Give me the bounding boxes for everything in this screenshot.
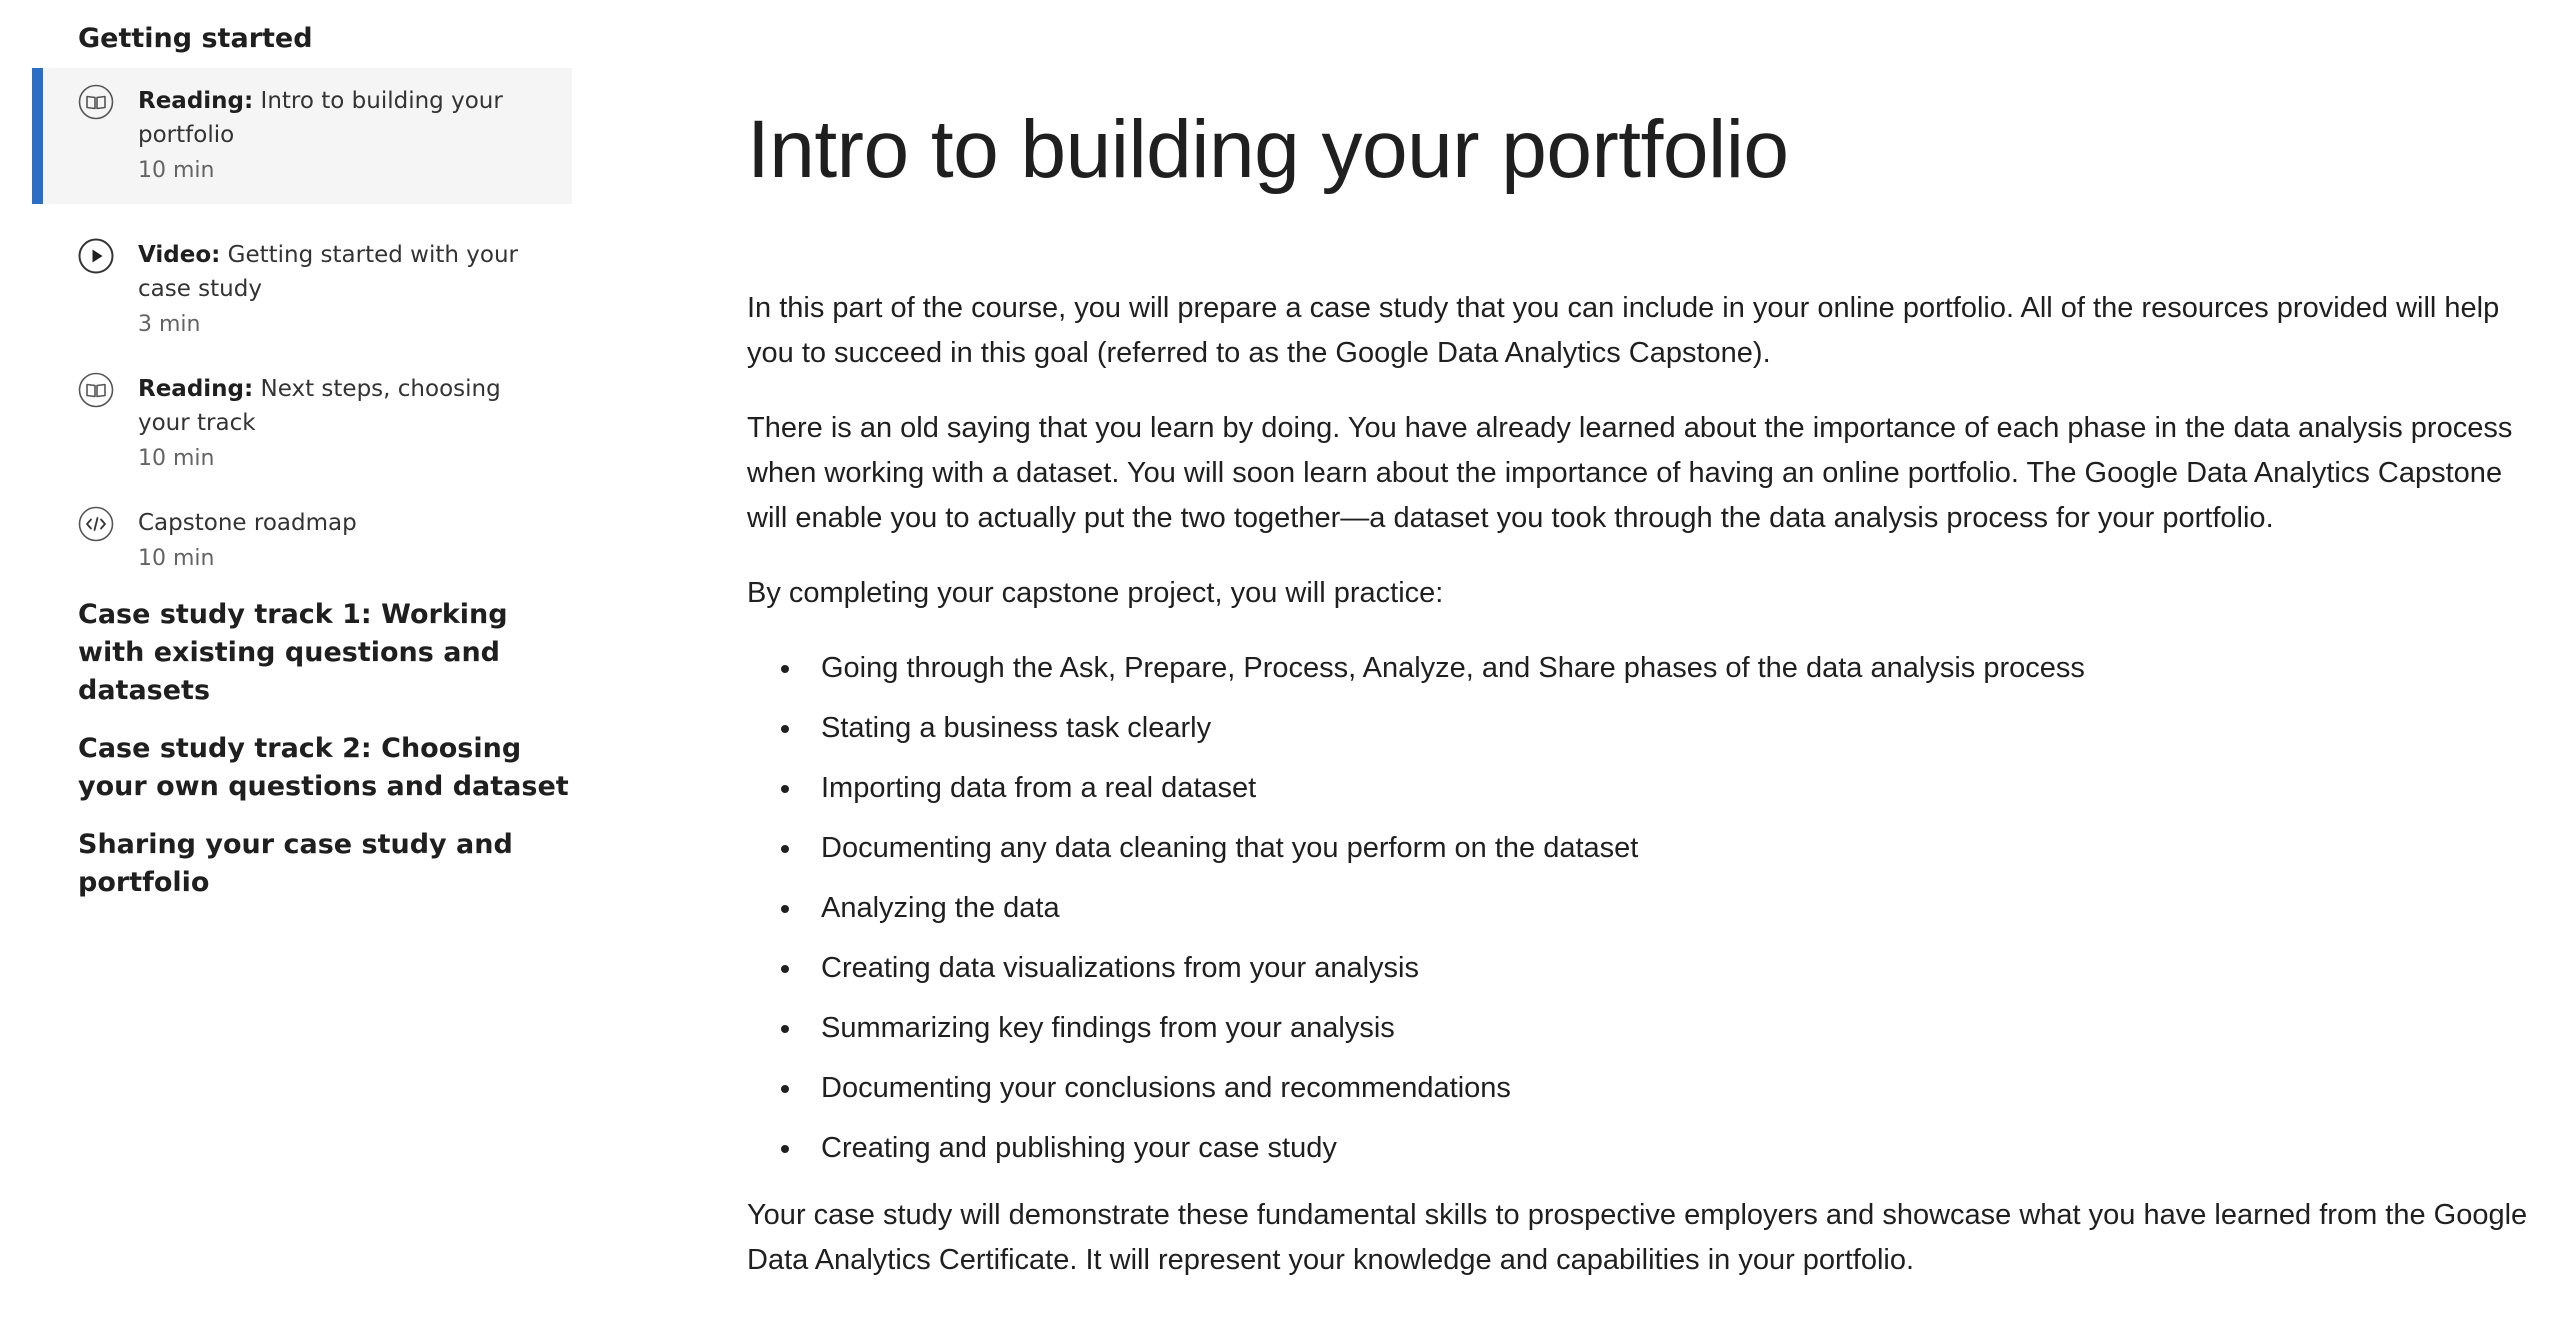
list-item: Creating and publishing your case study [821,1126,2537,1171]
section-heading-getting-started[interactable]: Getting started [78,23,313,54]
section-heading-track-1[interactable]: Case study track 1: Working with existing questions and datasets [78,599,508,706]
play-circle-icon [78,238,114,274]
page-title: Intro to building your portfolio [747,104,1789,195]
list-item: Analyzing the data [821,886,2537,931]
list-item: Going through the Ask, Prepare, Process, Analyze, and Share phases of the data analysis process [821,646,2537,691]
lesson-title: Next steps, choosing your track [138,376,501,436]
section-heading-sharing[interactable]: Sharing your case study and portfolio [78,829,513,898]
list-item: Stating a business task clearly [821,706,2537,751]
book-icon [78,372,114,408]
list-item: Documenting your conclusions and recommendations [821,1066,2537,1111]
lesson-item-next-steps[interactable] [32,358,572,471]
lesson-title: Intro to building your portfolio [138,88,503,148]
lesson-duration: 3 min [138,312,201,337]
lesson-duration: 10 min [138,158,215,183]
lesson-item-capstone-roadmap[interactable] [32,492,572,571]
lesson-text [138,238,542,342]
lesson-list [32,68,572,571]
lesson-title: Capstone roadmap [138,510,357,536]
list-item: Documenting any data cleaning that you perform on the dataset [821,826,2537,871]
lesson-text [138,84,542,188]
reading-content [747,86,2537,1313]
lesson-title: Getting started with your case study [138,242,518,302]
practice-list [747,646,2537,1171]
course-sidebar [32,20,572,902]
learning-by-doing-paragraph: There is an old saying that you learn by doing. You have already learned about the importance of each phase in the data analysis process when working with a dataset. You will soon learn about the importance of having an online portfolio. The Google Data Analytics Capstone will enable you to actually put the two together—a dataset you took through the data analysis process for your portfolio. [747,412,2513,534]
lesson-duration: 10 min [138,446,215,471]
book-icon [78,84,114,120]
lesson-kind: Reading: [138,88,254,114]
section-heading-track-2[interactable]: Case study track 2: Choosing your own questions and dataset [78,733,569,802]
lesson-kind: Video: [138,242,221,268]
intro-paragraph: In this part of the course, you will prepare a case study that you can include in your online portfolio. All of the resources provided will help you to succeed in this goal (referred to as the Google Data Analytics Capstone). [747,292,2500,369]
list-item: Creating data visualizations from your analysis [821,946,2537,991]
lesson-item-intro-portfolio[interactable] [32,68,572,204]
lesson-text [138,372,542,476]
lesson-duration: 10 min [138,546,215,571]
list-item: Importing data from a real dataset [821,766,2537,811]
list-item: Summarizing key findings from your analysis [821,1006,2537,1051]
closing-paragraph: Your case study will demonstrate these fundamental skills to prospective employers and showcase what you have learned from the Google Data Analytics Certificate. It will represent your knowledge and capabilities in your portfolio. [747,1199,2528,1276]
code-icon [78,506,114,542]
lesson-item-getting-started-video[interactable] [32,224,572,337]
practice-lead-in: By completing your capstone project, you will practice: [747,577,1444,609]
lesson-text [138,506,357,576]
lesson-kind: Reading: [138,376,254,402]
